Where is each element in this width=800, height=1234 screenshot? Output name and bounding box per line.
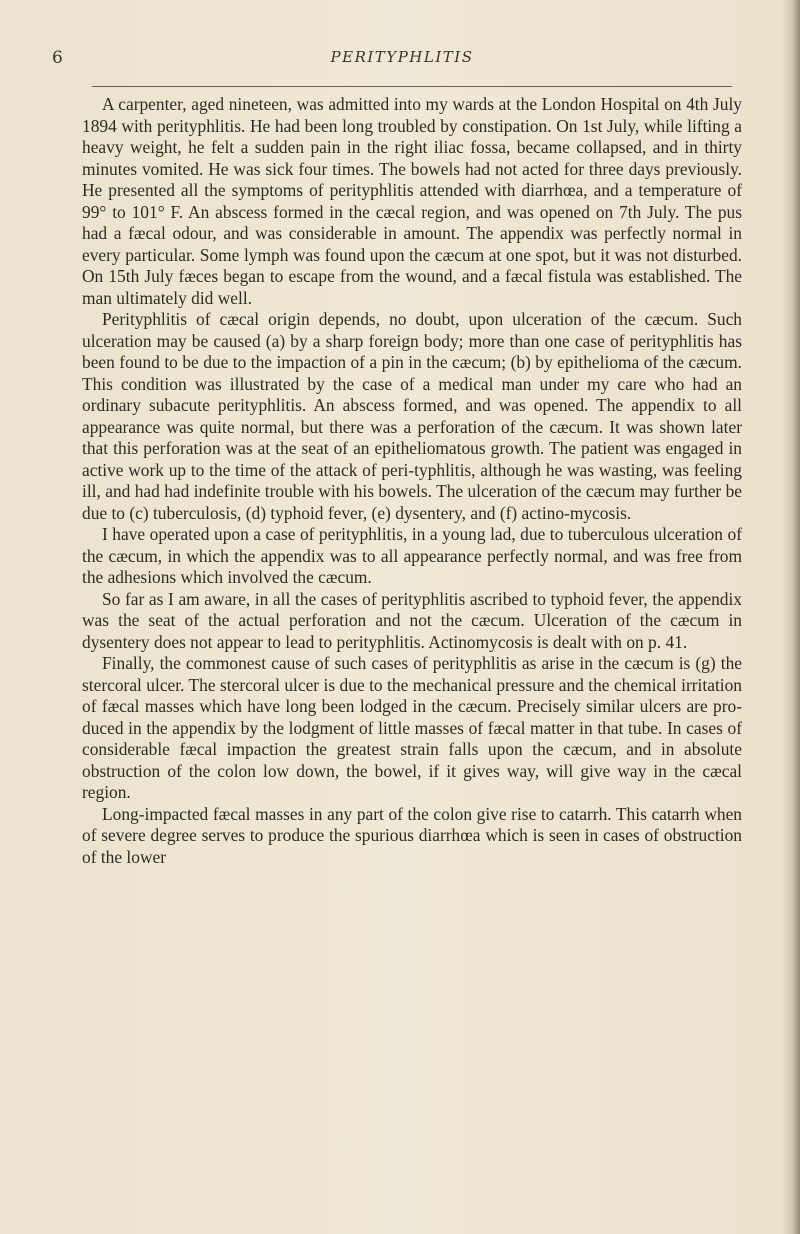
paragraph-tuberculous-case: I have operated upon a case of perityphlitis, in a young lad, due to tuberculous ulceration of the cæcum, in which the appendix was to all appearance perfectly normal, and was free from the adhesions which involved the cæcum.: [82, 524, 742, 587]
paragraph-typhoid-dysentery: So far as I am aware, in all the cases of perityphlitis ascribed to typhoid fever, the appendix was the seat of the actual perforation and not the cæcum. Ulceration of the cæcum in dysentery does not appear to lead to perityphlitis. Actinomycosis is dealt with on p. 41.: [82, 588, 742, 652]
body-text: [82, 94, 742, 868]
page-edge-shadow: [782, 0, 800, 1234]
paragraph-caecal-origin: Perityphlitis of cæcal origin depends, no doubt, upon ulceration of the cæcum. Such ulceration may be caused (a) by a sharp foreign body; more than one case of perityphlitis has been found to be due to the impaction of a pin in the cæcum; (b) by epithelioma of the cæcum. This condition was illustrated by the case of a medical man under my care who had an ordinary subacute perityphlitis. An abscess formed, and was opened. The appendix to all appearance was quite normal, but there was a perforation of the cæcum. It was shown later that this perforation was at the seat of an epitheliomatous growth. The patient was engaged in active work up to the time of the attack of peri-typhlitis, although he was wasting, was feeling ill, and had had indefinite trouble with his bowels. The ulceration of the cæcum may further be due to (c) tuberculosis, (d) typhoid fever, (e) dysentery, and (f) actino-mycosis.: [82, 309, 742, 523]
paragraph-case-report: A carpenter, aged nineteen, was admitted into my wards at the London Hospital on 4th July 1894 with perityphlitis. He had been long troubled by constipation. On 1st July, while lifting a heavy weight, he felt a sudden pain in the right iliac fossa, became collapsed, and in thirty minutes vomited. He was sick four times. The bowels had not acted for three days previously. He presented all the symptoms of perityphlitis attended with diarrhœa, and a temperature of 99° to 101° F. An abscess formed in the cæcal region, and was opened on 7th July. The pus had a fæcal odour, and was considerable in amount. The appendix was perfectly normal in every particular. Some lymph was found upon the cæcum at one spot, but it was not disturbed. On 15th July fæces began to escape from the wound, and a fæcal fistula was established. The man ultimately did well.: [82, 94, 742, 308]
paragraph-stercoral-ulcer: Finally, the commonest cause of such cases of perityphlitis as arise in the cæcum is (g) the stercoral ulcer. The stercoral ulcer is due to the mechanical pressure and the chemical irritation of fæcal masses which have long been lodged in the cæcum. Precisely similar ulcers are pro-duced in the appendix by the lodgment of little masses of fæcal matter in that tube. In cases of considerable fæcal impaction the greatest strain falls upon the cæcum, and in absolute obstruction of the colon low down, the bowel, if it gives way, will give way in the cæcal region.: [82, 653, 742, 802]
page-number: 6: [52, 48, 63, 68]
running-title: PERITYPHLITIS: [330, 48, 474, 66]
paragraph-catarrh: Long-impacted fæcal masses in any part of the colon give rise to catarrh. This catarrh when of severe degree serves to produce the spurious diarrhœa which is seen in cases of obstruction of the lower: [82, 803, 742, 867]
page-header: [52, 48, 752, 72]
header-rule: [92, 86, 732, 87]
